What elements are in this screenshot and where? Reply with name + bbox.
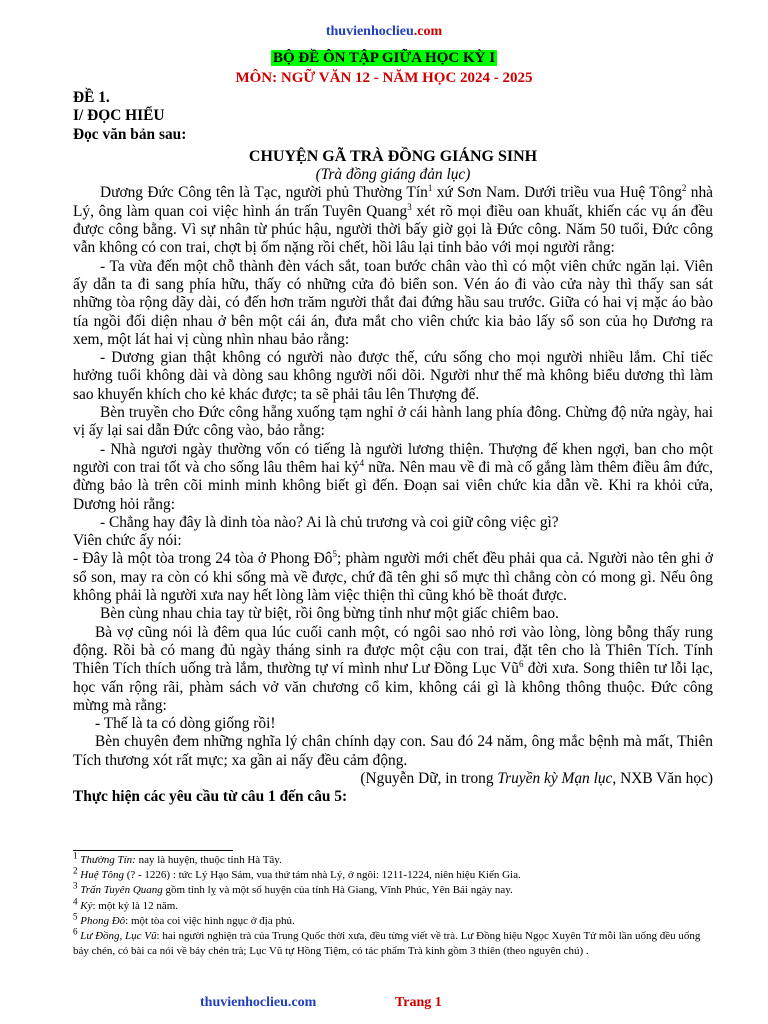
footnote-number: 3: [73, 880, 78, 891]
footnote-number: 2: [73, 865, 78, 876]
instruction: Đọc văn bản sau:: [73, 125, 187, 143]
document-body: [73, 89, 713, 807]
footnote-number: 1: [73, 850, 78, 861]
footnote-text: : một tòa coi việc hình ngục ở địa phủ.: [125, 914, 295, 927]
footnote-ref-2[interactable]: 2: [681, 183, 687, 194]
footnote-1: [73, 850, 713, 868]
paragraph-9: Bèn cùng nhau chia tay từ biệt, rồi ông bừng tỉnh như một giấc chiêm bao.: [100, 605, 559, 623]
p1-text-c: nhà Lý, ông làm quan coi việc hình án trấn Tuyên Quang: [73, 184, 713, 220]
exam-subject: MÔN: NGỮ VĂN 12 - NĂM HỌC 2024 - 2025: [235, 70, 533, 86]
footnote-term: Kỷ: [80, 899, 93, 912]
footnote-text: gồm tỉnh lỵ và một số huyện của tỉnh Hà Giang, Vĩnh Phúc, Yên Bái ngày nay.: [162, 884, 513, 897]
footnote-3: [73, 880, 713, 898]
footnote-5: [73, 911, 713, 929]
source-book-title: Truyền kỳ Mạn lục: [497, 769, 613, 787]
p8-text-a: - Đây là một tòa trong 24 tòa ở Phong Đô: [73, 550, 333, 568]
exam-title-text: BỘ ĐỀ ÔN TẬP GIỮA HỌC KỲ I: [272, 50, 496, 66]
footnote-ref-3[interactable]: 3: [407, 201, 412, 212]
exam-number: ĐỀ 1.: [73, 89, 110, 106]
p8-text-b: ; phàm người mới chết đều phải qua cả. Người nào tên ghi ở sổ son, may ra còn có khi sống mà về được, chứ đã tên ghi sổ mực thì chẳng còn có mong gì. Nếu ông không phải là người xưa nay hết lòng làm việc thiện thì cũng khó bề thoát được.: [73, 550, 713, 605]
paragraph-1: [73, 184, 713, 257]
p10-text-b: đời xưa. Song thiên tư lỗi lạc, học vấn rộng rãi, phàm sách vở văn chương cổ kim, không cái gì là không thông thuộc. Đức công mừng mà rằng:: [73, 660, 713, 714]
p10-text-a: Bà vợ cũng nói là đêm qua lúc cuối canh một, có ngôi sao nhỏ rơi vào lòng, lòng bỗng thấy rung động. Rồi bà có mang đủ ngày tháng sinh ra được một cậu con trai, đặt tên cho là Thiên Tích. Tính Thiên Tích thích uống trà lắm, thường tự ví mình như Lư Đồng Lục Vũ: [73, 623, 713, 678]
p5-text-b: nữa. Nên mau về đi mà cố gắng làm thêm điều âm đức, đừng bảo là trên cõi minh minh không biết gì đến. Đoạn sai viên chức kia dẫn về. Khi ra khỏi cửa, Dương hỏi rằng:: [73, 458, 713, 513]
footnote-text: : hai người nghiện trà của Trung Quốc thời xưa, đều từng viết về trà. Lư Đồng hiệu Ngọc Xuyên Tử mỗi lần uống đều uống bảy chén, có bài ca nói về bảy chén trà; Lục Vũ tự Hồng Tiệm, có tác phẩm Trà kinh gồm 3 thiên (theo nguyên chú) .: [73, 930, 701, 958]
site-name-part1: thuvienhoclieu: [325, 24, 414, 39]
paragraph-10: [73, 624, 713, 715]
footnote-ref-1[interactable]: 1: [427, 183, 433, 194]
p1-text-d: xét rõ mọi điều oan khuất, khiến các vụ án đều được công bằng. Vì sự nhân từ phúc hậu, người thời bấy giờ gọi là Đức công. Năm 50 tuổi, Đức công vẫn không có con trai, chợt bị ốm nặng rồi chết, hồi lâu lại tỉnh bảo với mọi người rằng:: [73, 202, 713, 257]
paragraph-7: Viên chức ấy nói:: [73, 532, 182, 550]
exam-title: [0, 50, 768, 67]
paragraph-8: [73, 550, 713, 605]
story-source: [73, 770, 713, 788]
footnote-number: 6: [73, 926, 78, 937]
site-name-part2: .com: [413, 24, 443, 39]
footnote-number: 5: [73, 911, 78, 922]
source-text-c: , NXB Văn học): [612, 769, 713, 787]
task-heading: Thực hiện các yêu cầu từ câu 1 đến câu 5:: [73, 788, 348, 806]
story-subtitle: (Trà đồng giáng đản lục): [315, 166, 471, 184]
section-heading: I/ ĐỌC HIỂU: [73, 107, 165, 125]
footnote-term: Phong Đô: [80, 914, 126, 927]
source-text-a: (Nguyễn Dữ, in trong: [360, 769, 498, 787]
p5-text-a: - Nhà ngươi ngày thường vốn có tiếng là người lương thiện. Thượng đế khen ngợi, ban cho một người con trai tốt và cho sống lâu thêm hai kỷ: [73, 440, 713, 476]
footnote-ref-6[interactable]: 6: [518, 659, 524, 670]
footnote-ref-5[interactable]: 5: [332, 549, 338, 560]
footnote-2: [73, 865, 713, 883]
footnote-term: Huệ Tông: [80, 869, 124, 882]
footer-site-name: thuvienhoclieu.com: [200, 995, 317, 1010]
story-title: CHUYỆN GÃ TRÀ ĐỒNG GIÁNG SINH: [248, 147, 538, 165]
paragraph-6: - Chẳng hay đây là dinh tòa nào? Ai là chủ trương và coi giữ công việc gì?: [100, 513, 559, 531]
footnote-text: nay là huyện, thuộc tỉnh Hà Tây.: [135, 854, 282, 866]
page-number: Trang 1: [395, 995, 442, 1010]
p1-text-a: Dương Đức Công tên là Tạc, người phủ Thường Tín: [100, 184, 428, 202]
footnote-term: Lư Đồng, Lục Vũ: [80, 930, 157, 943]
footnote-6: [73, 926, 713, 959]
paragraph-12: Bèn chuyên đem những nghĩa lý chân chính dạy con. Sau đó 24 năm, ông mắc bệnh mà mất, Thiên Tích thương xót rất mực; xa gần ai nấy đều cảm động.: [73, 733, 713, 769]
footnote-divider: [73, 850, 233, 851]
footnote-text: (? - 1226) : tức Lý Hạo Sảm, vua thứ tám nhà Lý, ở ngôi: 1211-1224, niên hiệu Kiến Gia.: [123, 869, 521, 882]
paragraph-11: - Thế là ta có dòng giống rồi!: [95, 715, 276, 733]
footnote-term: Trấn Tuyên Quang: [80, 884, 163, 897]
paragraph-4: Bèn truyền cho Đức công hẵng xuống tạm nghỉ ở cái hành lang phía đông. Chừng độ nửa ngày, hai vị ấy lại sai dẫn Đức công vào, bảo rằng:: [73, 404, 713, 440]
footnote-text: : một kỷ là 12 năm.: [92, 899, 179, 912]
footnote-ref-4[interactable]: 4: [359, 457, 365, 468]
paragraph-5: [73, 441, 713, 514]
p1-text-b: xứ Sơn Nam. Dưới triều vua Huệ Tông: [432, 184, 682, 202]
paragraph-3: - Dương gian thật không có người nào được thế, cứu sống cho mọi người nhiều lắm. Chỉ tiếc hưởng tuổi không dài và dòng sau không người nối dõi. Người như thế mà không biểu dương thì làm sao khuyến khích cho kẻ khác được; ta sẽ phải tâu lên Thượng đế.: [73, 349, 713, 403]
footnote-number: 4: [73, 895, 78, 906]
paragraph-2: - Ta vừa đến một chỗ thành đèn vách sắt, toan bước chân vào thì có một viên chức ngăn lại. Viên ấy dẫn ta đi sang phía hữu, thấy có những cửa đỏ biển son. Vén áo đi vào cửa này thì thấy san sát những tòa rộng dãy dài, có đến hơn trăm người thắt đai đứng hầu sau trước. Giữa có hai vị mặc áo bào tía ngồi đối diện nhau ở bên một cái án, đưa mắt cho viên chức kia bảo lấy sổ son của họ Dương ra xem, một lát hai vị cùng nhìn nhau bảo rằng:: [73, 257, 713, 348]
header-site-name: [0, 24, 768, 40]
footnote-4: [73, 895, 713, 914]
footnotes: [73, 850, 713, 959]
footnote-term: Thường Tín:: [80, 854, 136, 866]
